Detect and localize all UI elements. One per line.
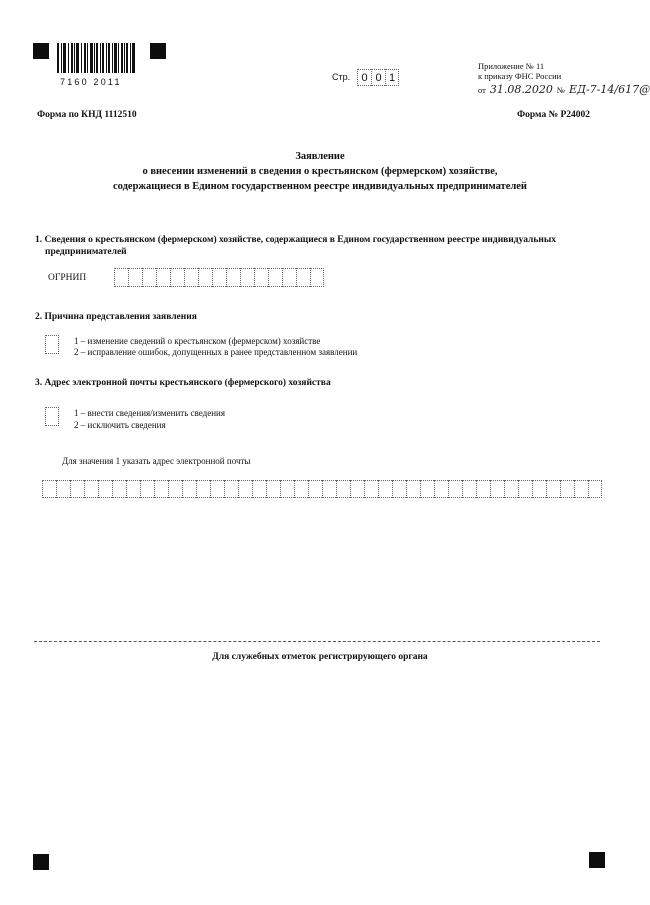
- ogrnip-cell[interactable]: [170, 268, 184, 287]
- section1-heading-cont: предпринимателей: [45, 247, 127, 257]
- form-number: Форма № Р24002: [517, 110, 591, 120]
- email-cell[interactable]: [98, 480, 112, 498]
- email-cell[interactable]: [308, 480, 322, 498]
- handwritten-date: 31.08.2020: [489, 83, 553, 96]
- page-digit: 1: [385, 69, 399, 86]
- email-cell[interactable]: [336, 480, 350, 498]
- registration-marker-bottom-right: [589, 852, 605, 868]
- reason-code-box[interactable]: [45, 335, 59, 354]
- ogrnip-cell[interactable]: [226, 268, 240, 287]
- email-option-2: 2 – исключить сведения: [74, 420, 166, 430]
- email-cell[interactable]: [140, 480, 154, 498]
- email-cell[interactable]: [224, 480, 238, 498]
- email-cell[interactable]: [168, 480, 182, 498]
- appendix-date-number: [478, 80, 650, 98]
- email-input-cells[interactable]: [42, 480, 602, 498]
- handwritten-order-number: ЕД-7-14/617@: [568, 83, 650, 96]
- ogrnip-cell[interactable]: [282, 268, 296, 287]
- ogrnip-cell[interactable]: [254, 268, 268, 287]
- document-title-line3: содержащиеся в Едином государственном реестре индивидуальных предпринимателей: [113, 181, 527, 192]
- ogrnip-cell[interactable]: [198, 268, 212, 287]
- email-cell[interactable]: [406, 480, 420, 498]
- registration-marker-top-right: [150, 43, 166, 59]
- email-cell[interactable]: [182, 480, 196, 498]
- document-title-line2: о внесении изменений в сведения о крестьянском (фермерском) хозяйстве,: [142, 166, 498, 177]
- email-cell[interactable]: [84, 480, 98, 498]
- email-cell[interactable]: [238, 480, 252, 498]
- ogrnip-cell[interactable]: [310, 268, 324, 287]
- section3-heading: 3. Адрес электронной почты крестьянского (фермерского) хозяйства: [35, 378, 331, 388]
- ogrnip-cell[interactable]: [212, 268, 226, 287]
- form-knd: Форма по КНД 1112510: [37, 110, 137, 120]
- page-digit: 0: [357, 69, 371, 86]
- email-cell[interactable]: [42, 480, 56, 498]
- email-cell[interactable]: [294, 480, 308, 498]
- appendix-line1: Приложение № 11: [478, 61, 545, 71]
- email-cell[interactable]: [378, 480, 392, 498]
- ogrnip-label: ОГРНИП: [48, 273, 87, 283]
- email-cell[interactable]: [210, 480, 224, 498]
- ogrnip-cell[interactable]: [142, 268, 156, 287]
- email-cell[interactable]: [252, 480, 266, 498]
- email-hint: Для значения 1 указать адрес электронной почты: [62, 456, 251, 466]
- separator-line: [34, 641, 600, 642]
- service-marks-label: Для служебных отметок регистрирующего органа: [212, 652, 428, 662]
- ogrnip-cell[interactable]: [268, 268, 282, 287]
- email-cell[interactable]: [462, 480, 476, 498]
- email-cell[interactable]: [420, 480, 434, 498]
- email-cell[interactable]: [518, 480, 532, 498]
- email-cell[interactable]: [588, 480, 602, 498]
- document-title-line1: Заявление: [295, 151, 345, 162]
- reason-option-1: 1 – изменение сведений о крестьянском (фермерском) хозяйстве: [74, 336, 321, 346]
- email-cell[interactable]: [350, 480, 364, 498]
- email-cell[interactable]: [392, 480, 406, 498]
- section2-heading: 2. Причина представления заявления: [35, 312, 197, 322]
- email-cell[interactable]: [196, 480, 210, 498]
- email-cell[interactable]: [266, 480, 280, 498]
- email-cell[interactable]: [154, 480, 168, 498]
- email-cell[interactable]: [532, 480, 546, 498]
- barcode: [57, 43, 135, 73]
- appendix-line2: к приказу ФНС России: [478, 71, 562, 81]
- email-cell[interactable]: [448, 480, 462, 498]
- email-cell[interactable]: [364, 480, 378, 498]
- email-cell[interactable]: [56, 480, 70, 498]
- email-cell[interactable]: [560, 480, 574, 498]
- email-cell[interactable]: [490, 480, 504, 498]
- date-prefix: от: [478, 85, 486, 95]
- page-label: Стр.: [332, 72, 351, 82]
- page-number-cells: [357, 69, 399, 86]
- ogrnip-cell[interactable]: [114, 268, 128, 287]
- ogrnip-cell[interactable]: [184, 268, 198, 287]
- email-cell[interactable]: [574, 480, 588, 498]
- reason-option-2: 2 – исправление ошибок, допущенных в ранее представленном заявлении: [74, 347, 358, 357]
- email-cell[interactable]: [546, 480, 560, 498]
- ogrnip-cell[interactable]: [156, 268, 170, 287]
- email-cell[interactable]: [126, 480, 140, 498]
- email-cell[interactable]: [112, 480, 126, 498]
- number-prefix: №: [556, 85, 565, 95]
- ogrnip-cell[interactable]: [240, 268, 254, 287]
- page-digit: 0: [371, 69, 385, 86]
- email-option-1: 1 – внести сведения/изменить сведения: [74, 408, 225, 418]
- email-cell[interactable]: [476, 480, 490, 498]
- email-action-box[interactable]: [45, 407, 59, 426]
- ogrnip-input-cells[interactable]: [114, 268, 324, 287]
- section1-heading: 1. Сведения о крестьянском (фермерском) хозяйстве, содержащиеся в Едином государственном реестре индивидуальных: [35, 235, 557, 245]
- email-cell[interactable]: [280, 480, 294, 498]
- email-cell[interactable]: [504, 480, 518, 498]
- registration-marker-top-left: [33, 43, 49, 59]
- email-cell[interactable]: [70, 480, 84, 498]
- ogrnip-cell[interactable]: [296, 268, 310, 287]
- email-cell[interactable]: [322, 480, 336, 498]
- ogrnip-cell[interactable]: [128, 268, 142, 287]
- registration-marker-bottom-left: [33, 854, 49, 870]
- barcode-number: 7160 2011: [60, 77, 122, 87]
- email-cell[interactable]: [434, 480, 448, 498]
